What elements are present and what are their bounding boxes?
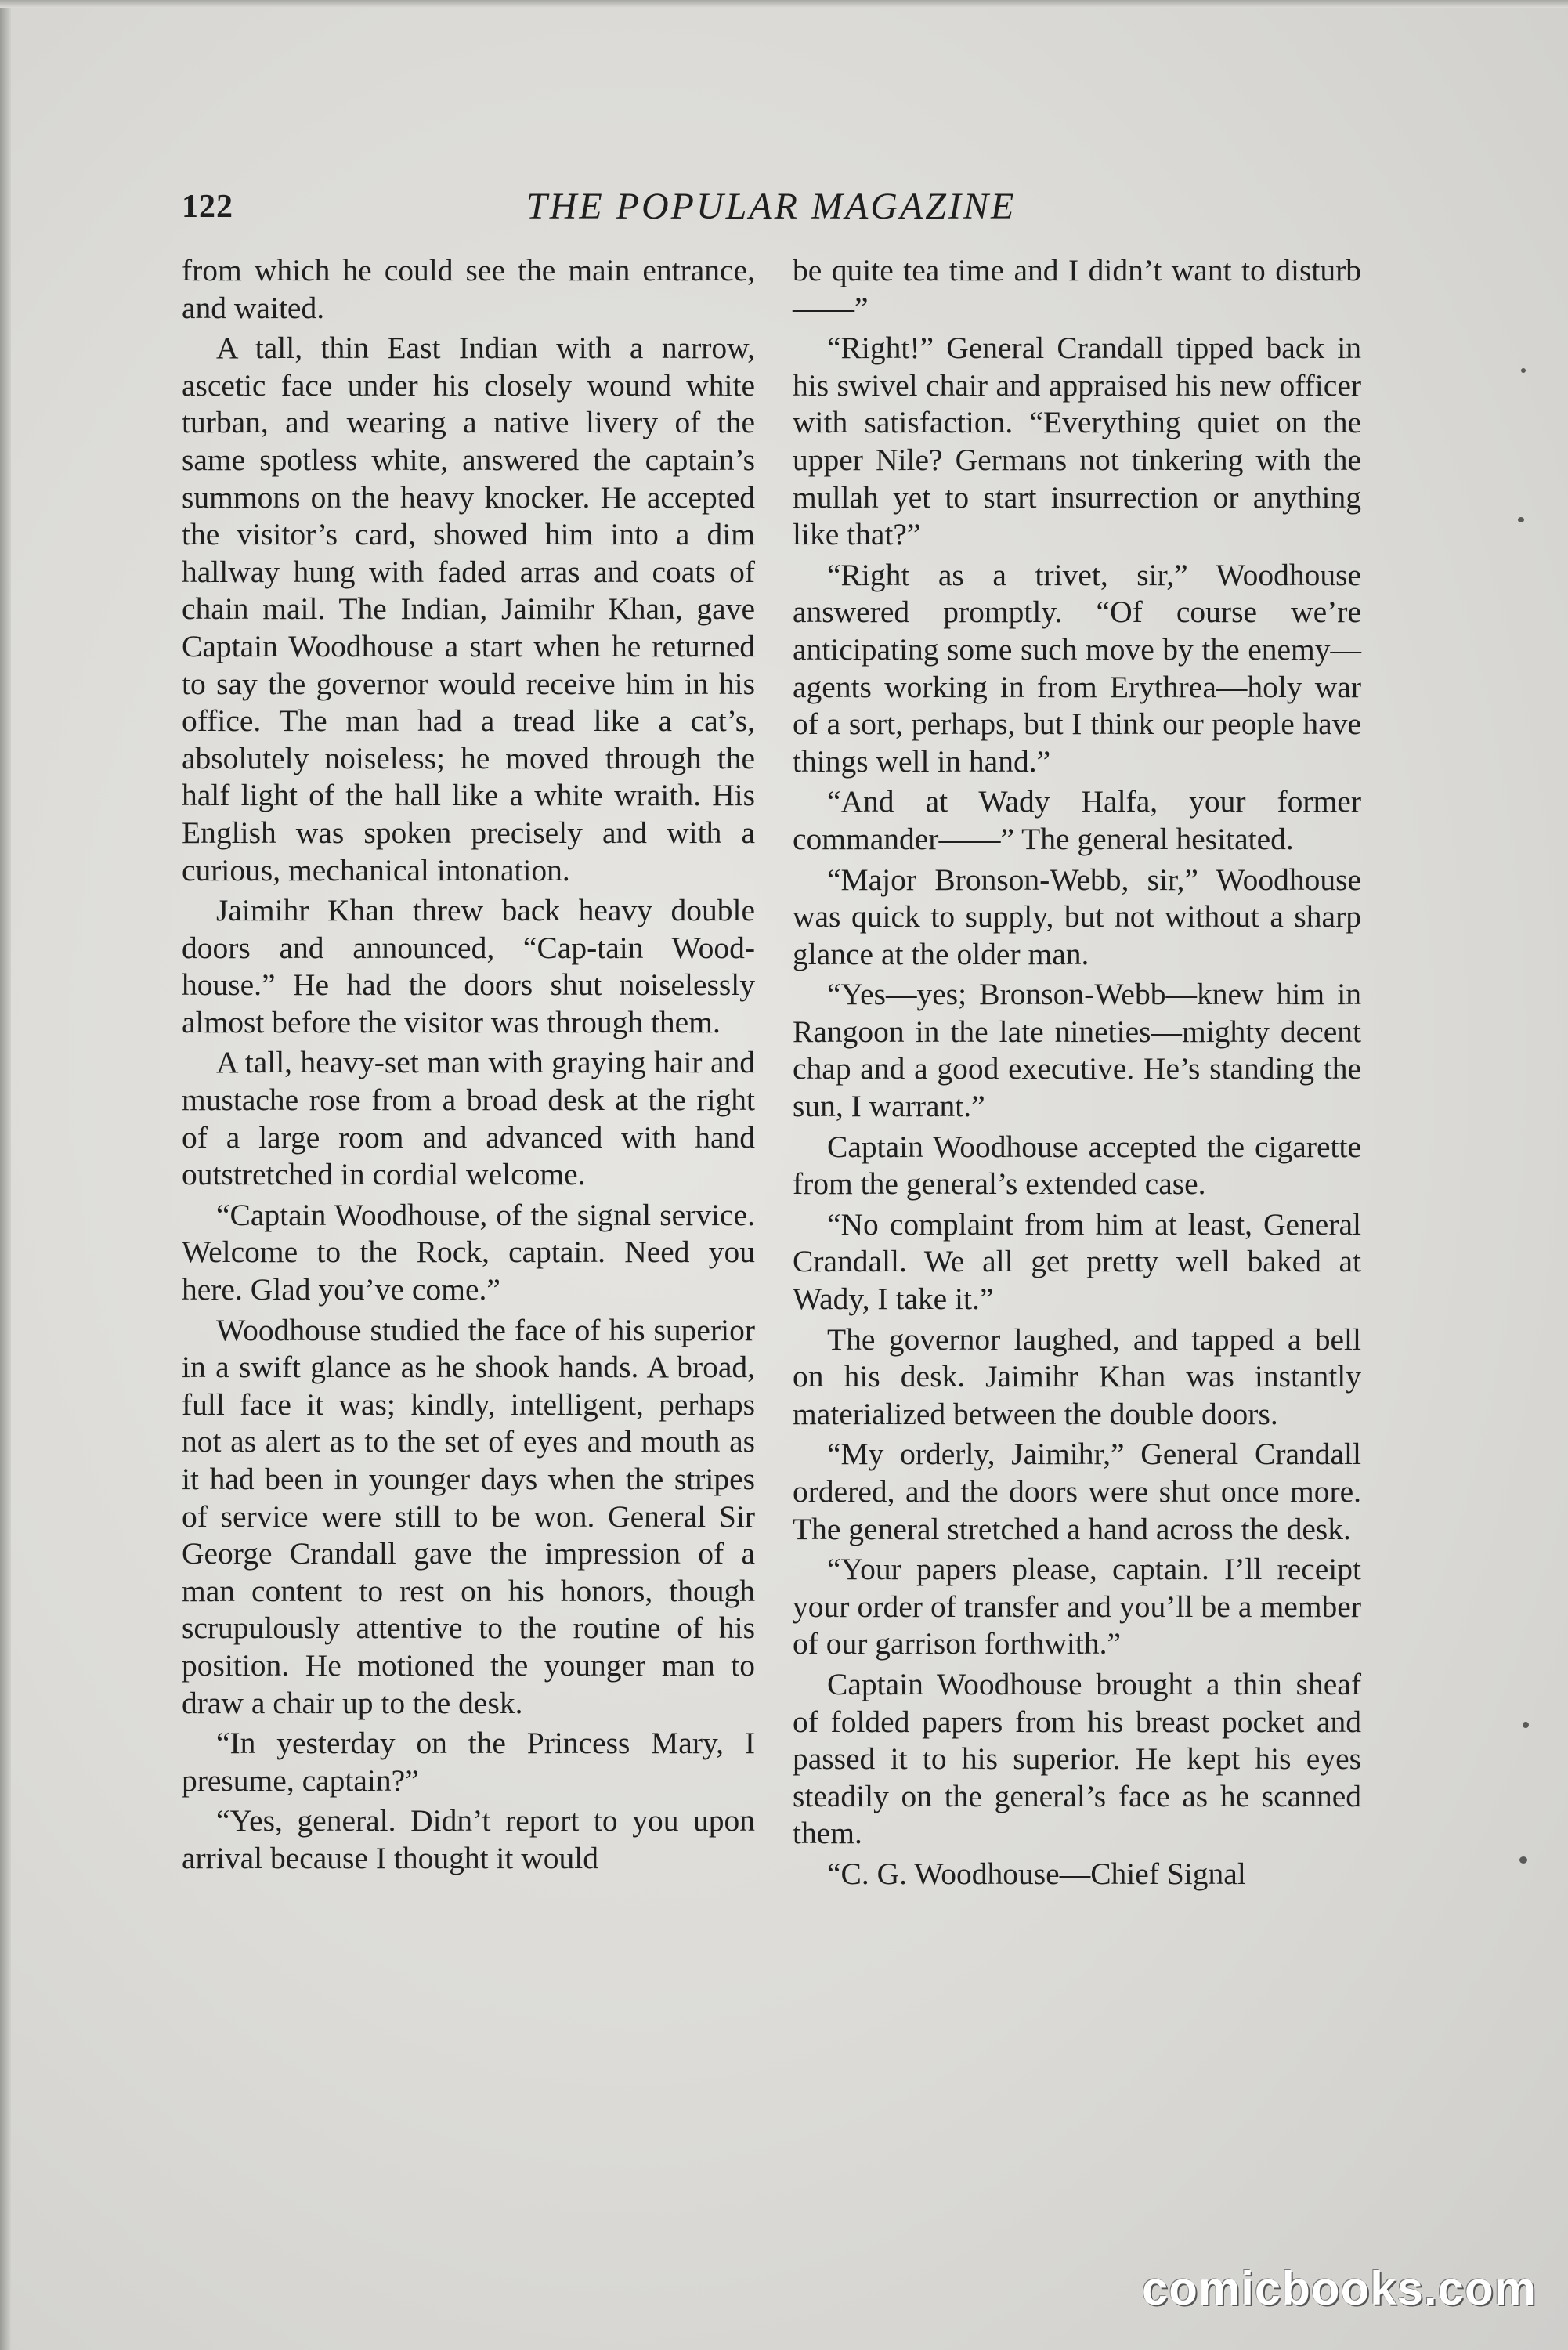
paragraph: Captain Woodhouse accepted the cigarette from the general’s extended case.	[793, 1129, 1361, 1202]
paper-speck	[1523, 1722, 1529, 1728]
left-column	[182, 252, 755, 1881]
paragraph: “Major Bronson-Webb, sir,” Woodhouse was quick to supply, but not without a sharp glance at the older man.	[793, 862, 1361, 971]
running-title: THE POPULAR MAGAZINE	[526, 186, 1017, 227]
paragraph: “Your papers please, captain. I’ll receipt your order of transfer and you’ll be a member of our garrison forthwith.”	[793, 1552, 1361, 1661]
paragraph: from which he could see the main entrance, and waited.	[182, 253, 755, 325]
paragraph: “My orderly, Jaimihr,” General Crandall ordered, and the doors were shut once more. The general stretched a hand across the desk.	[793, 1437, 1361, 1546]
paragraph: The governor laughed, and tapped a bell on his desk. Jaimihr Khan was instantly materialized between the double doors.	[793, 1321, 1361, 1431]
page-top-edge	[0, 0, 1568, 8]
paragraph: “In yesterday on the Princess Mary, I presume, captain?”	[182, 1726, 755, 1798]
paragraph: “Yes—yes; Bronson-Webb—knew him in Rangoon in the late nineties—mighty decent chap and a good executive. He’s standing the sun, I warrant.”	[793, 977, 1361, 1124]
paragraph: “Right as a trivet, sir,” Woodhouse answered promptly. “Of course we’re anticipating some such move by the enemy—agents working in from Erythrea—holy war of a sort, perhaps, but I think our people have things well in hand.”	[793, 557, 1361, 779]
paper-speck	[1518, 517, 1524, 522]
paragraph: be quite tea time and I didn’t want to disturb——”	[793, 253, 1361, 325]
page-number: 122	[182, 189, 233, 225]
watermark-logo: comicbooks.com	[1141, 2262, 1537, 2315]
paragraph: Jaimihr Khan threw back heavy double doors and announced, “Cap-tain Wood-house.” He had the doors shut noiselessly almost before the visitor was through them.	[182, 893, 755, 1039]
paragraph: Captain Woodhouse brought a thin sheaf of folded papers from his breast pocket and passed it to his superior. He kept his eyes steadily on the general’s face as he scanned them.	[793, 1666, 1361, 1851]
right-column	[793, 252, 1361, 1896]
paragraph: “And at Wady Halfa, your former commander——” The general hesitated.	[793, 784, 1361, 856]
paragraph: “No complaint from him at least, General Crandall. We all get pretty well baked at Wady, I take it.”	[793, 1206, 1361, 1317]
paragraph: “Captain Woodhouse, of the signal service. Welcome to the Rock, captain. Need you here. Glad you’ve come.”	[182, 1197, 755, 1307]
paragraph: A tall, thin East Indian with a narrow, ascetic face under his closely wound white turban, and wearing a native livery of the same spotless white, answered the captain’s summons on the heavy knocker. He accepted the visitor’s card, showed him into a dim hallway hung with faded arras and coats of chain mail. The Indian, Jaimihr Khan, gave Captain Woodhouse a start when he returned to say the governor would receive him in his office. The man had a tread like a cat’s, absolutely noiseless; he moved through the half light of the hall like a white wraith. His English was spoken precisely and with a curious, mechanical intonation.	[182, 331, 755, 888]
paragraph: “C. G. Woodhouse—Chief Signal	[827, 1856, 1246, 1891]
paragraph: “Yes, general. Didn’t report to you upon arrival because I thought it would	[182, 1803, 755, 1875]
paragraph: A tall, heavy-set man with graying hair and mustache rose from a broad desk at the right of a large room and advanced with hand outstretched in cordial welcome.	[182, 1045, 755, 1192]
paper-speck	[1521, 368, 1526, 373]
page-header	[182, 188, 1545, 235]
paper-speck	[1519, 1856, 1527, 1864]
page-edge-shadow	[0, 0, 11, 2350]
paragraph: Woodhouse studied the face of his superior in a swift glance as he shook hands. A broad, full face it was; kindly, intelligent, perhaps not as alert as to the set of eyes and mouth as it had been in younger days when the stripes of service were still to be won. General Sir George Crandall gave the impression of a man content to rest on his honors, though scrupulously attentive to the routine of his position. He motioned the younger man to draw a chair up to the desk.	[182, 1312, 755, 1720]
paragraph: “Right!” General Crandall tipped back in his swivel chair and appraised his new officer with satisfaction. “Everything quiet on the upper Nile? Germans not tinkering with the mullah yet to start insurrection or anything like that?”	[793, 331, 1361, 552]
